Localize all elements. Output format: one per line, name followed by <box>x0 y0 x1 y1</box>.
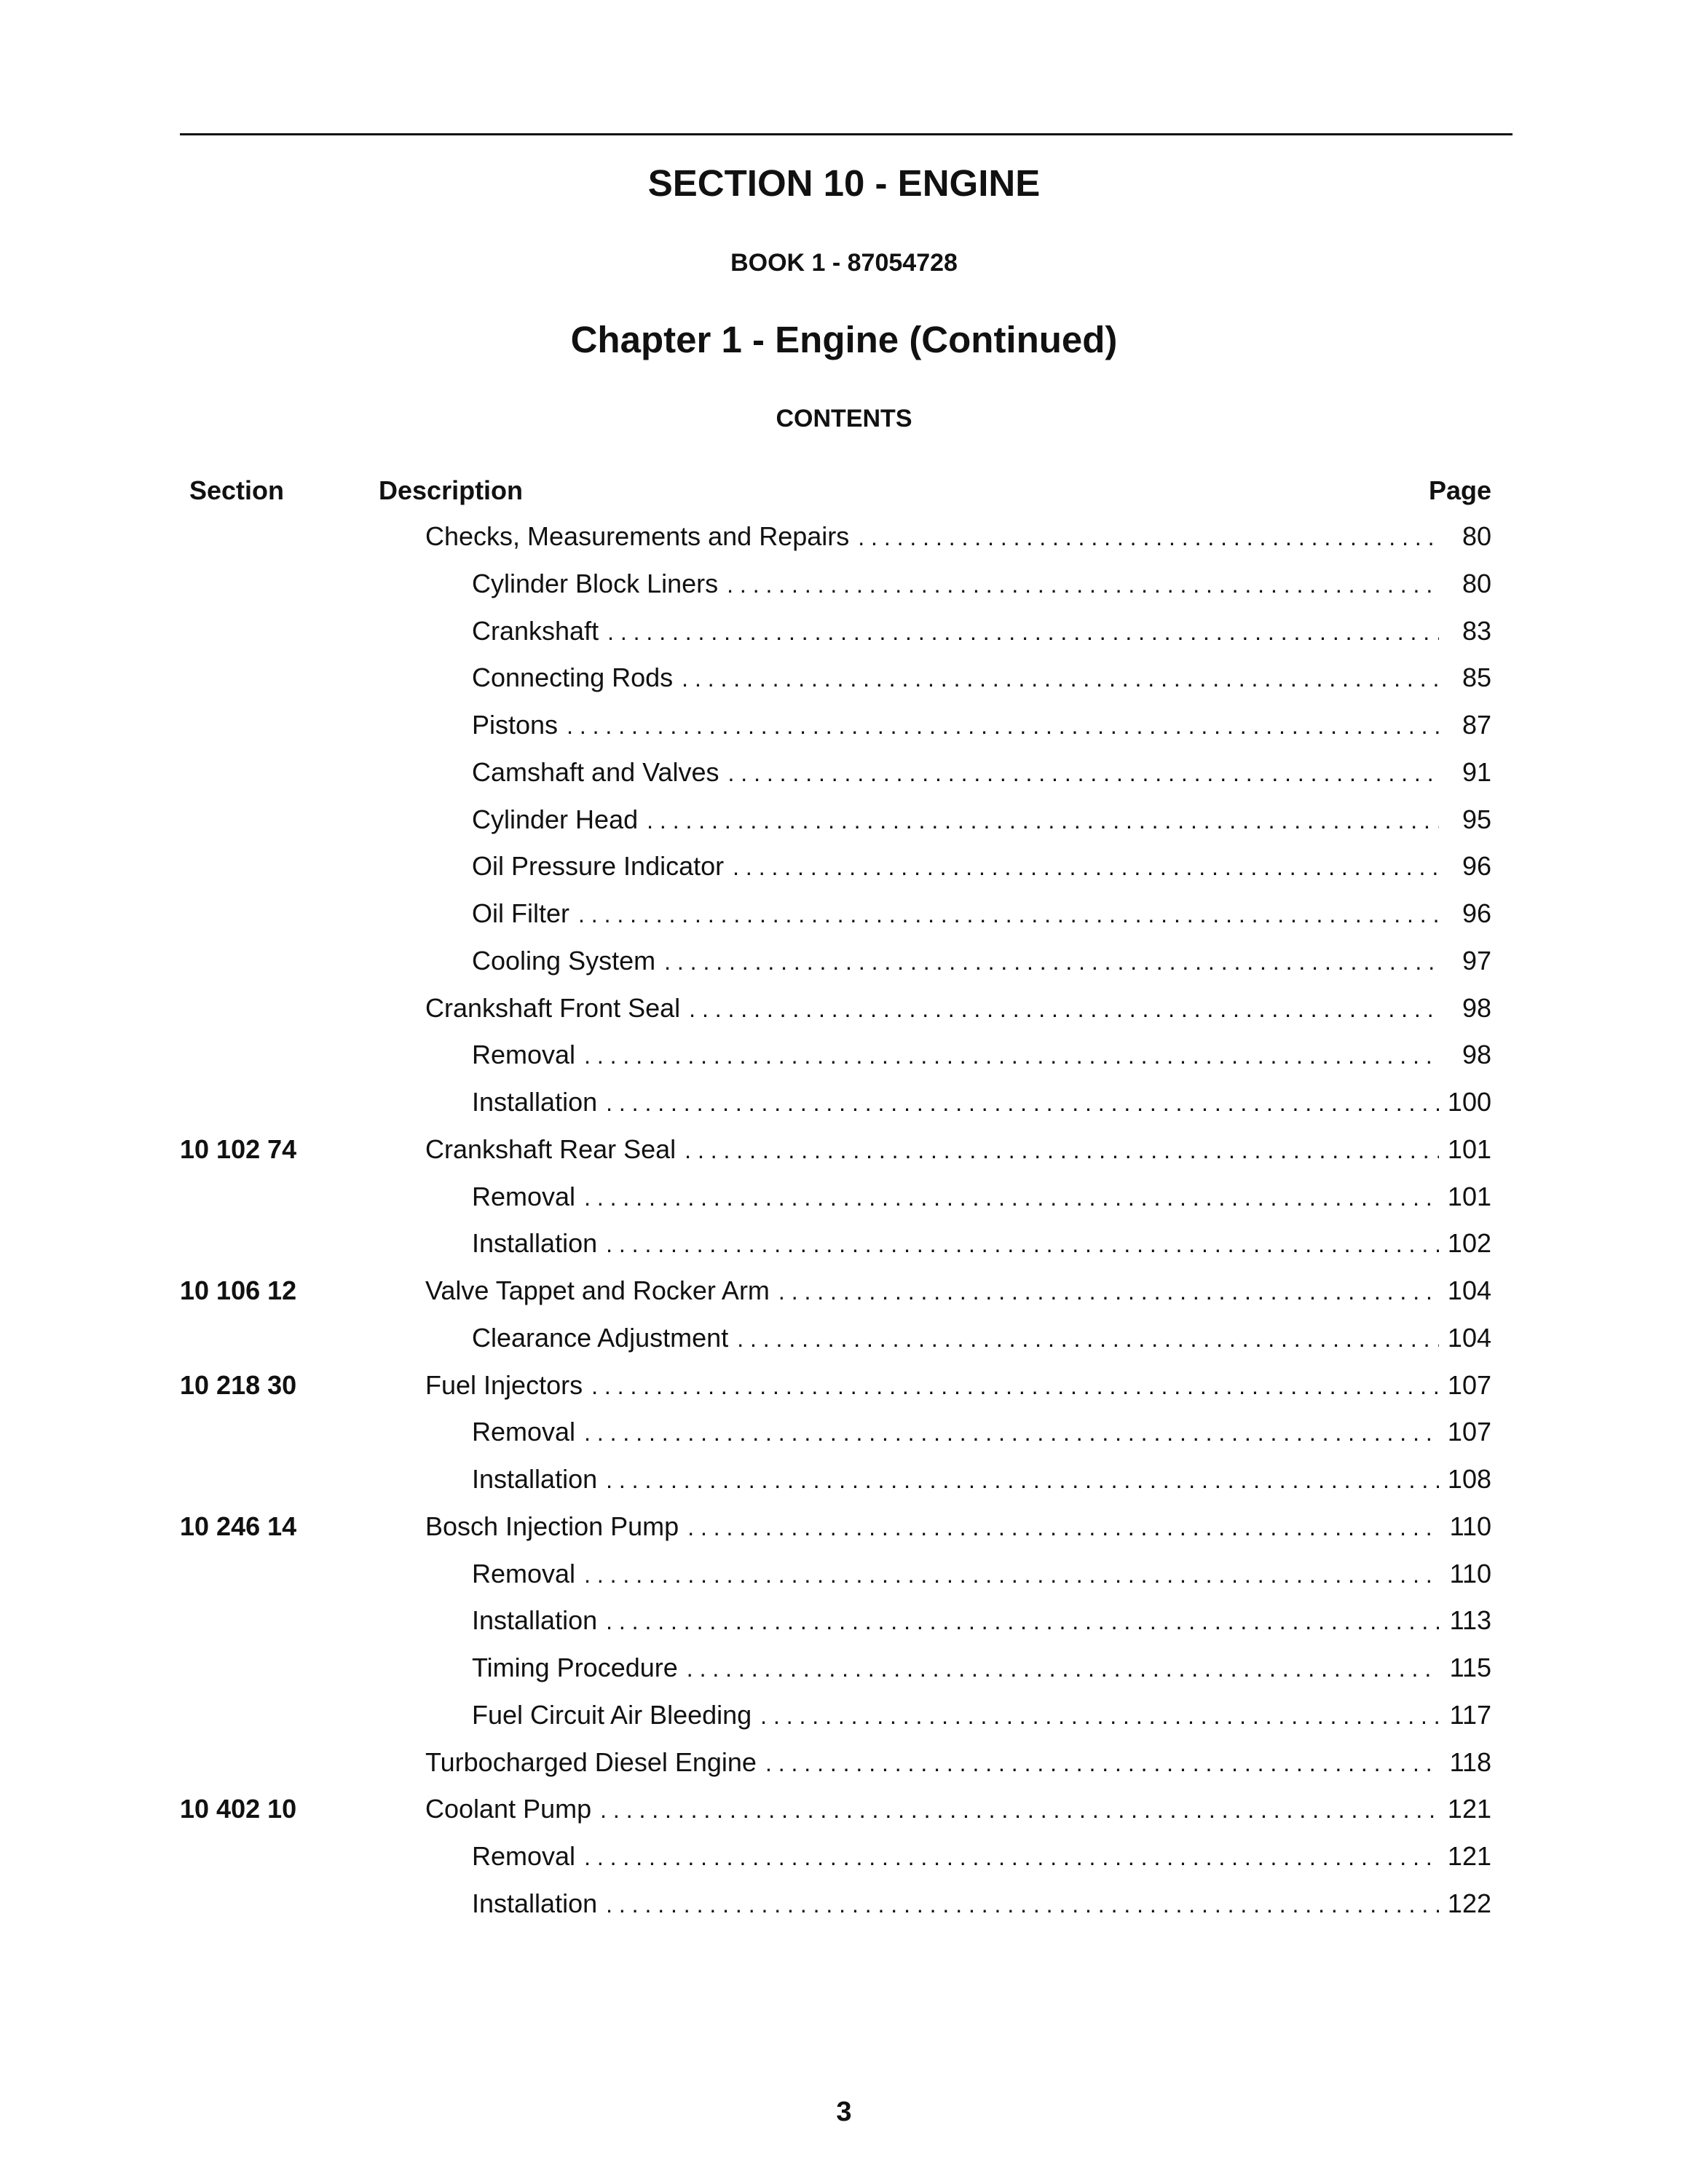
toc-entry-line <box>472 561 1491 609</box>
toc-entry-page: 80 <box>1462 521 1491 551</box>
toc-entry-title: Cylinder Block Liners <box>472 568 719 598</box>
dot-leader <box>689 986 1439 1033</box>
toc-entry-line <box>425 1267 1491 1315</box>
toc-entry <box>0 702 1688 749</box>
toc-entry <box>0 1739 1688 1787</box>
toc-entry-page: 98 <box>1462 992 1491 1023</box>
toc-entry-page: 118 <box>1449 1746 1491 1777</box>
toc-entry-page: 110 <box>1449 1511 1491 1541</box>
toc-entry-line <box>472 1079 1491 1127</box>
toc-entry-title: Removal <box>472 1417 576 1447</box>
toc-entry-title: Installation <box>472 1605 598 1636</box>
column-header-section: Section <box>189 475 285 505</box>
toc-entry-line <box>425 1126 1491 1174</box>
toc-entry-section-number: 10 102 74 <box>180 1133 297 1164</box>
dot-leader <box>727 561 1439 609</box>
dot-leader <box>664 938 1439 986</box>
toc-entry <box>0 1880 1688 1928</box>
section-title: SECTION 10 - ENGINE <box>647 162 1041 204</box>
dot-leader <box>687 1504 1439 1551</box>
dot-leader <box>591 1363 1439 1410</box>
toc-entry-line <box>472 1645 1491 1693</box>
toc-entry-line <box>472 1597 1491 1645</box>
dot-leader <box>600 1787 1439 1834</box>
toc-entry-title: Crankshaft Rear Seal <box>425 1133 677 1164</box>
toc-entry-line <box>472 1315 1491 1363</box>
dot-leader <box>607 609 1439 656</box>
dot-leader <box>685 1127 1439 1174</box>
toc-entry-title: Oil Pressure Indicator <box>472 851 725 882</box>
toc-entry-line <box>472 749 1491 797</box>
toc-entry-line <box>425 1503 1491 1551</box>
toc-entry-title: Pistons <box>472 710 559 740</box>
toc-entry-page: 96 <box>1462 898 1491 928</box>
toc-entry <box>0 513 1688 561</box>
toc-entry-title: Removal <box>472 1040 576 1070</box>
toc-entry <box>0 1645 1688 1692</box>
dot-leader <box>567 703 1439 750</box>
dot-leader <box>647 797 1439 844</box>
toc-entry-line <box>472 843 1491 891</box>
toc-entry-page: 107 <box>1447 1417 1491 1447</box>
toc-entry-title: Connecting Rods <box>472 662 674 693</box>
toc-entry <box>0 1692 1688 1739</box>
toc-entry-page: 121 <box>1447 1841 1491 1871</box>
dot-leader <box>606 1080 1439 1127</box>
toc-entry-line <box>472 1551 1491 1599</box>
toc-entry-line <box>472 654 1491 703</box>
toc-entry-page: 104 <box>1447 1322 1491 1353</box>
toc-entry <box>0 1220 1688 1267</box>
toc-entry-page: 122 <box>1447 1888 1491 1918</box>
chapter-title: Chapter 1 - Engine (Continued) <box>570 319 1118 360</box>
toc-entry <box>0 1079 1688 1126</box>
toc-entry-title: Removal <box>472 1181 576 1211</box>
toc-entry <box>0 608 1688 655</box>
dot-leader <box>606 1598 1439 1645</box>
top-rule <box>180 133 1513 135</box>
toc-entry <box>0 1267 1688 1315</box>
toc-entry-page: 110 <box>1449 1558 1491 1588</box>
toc-entry <box>0 985 1688 1032</box>
toc-entry-line <box>425 513 1491 561</box>
toc-entry-line <box>425 1362 1491 1410</box>
toc-entry <box>0 749 1688 796</box>
toc-entry-section-number: 10 218 30 <box>180 1369 297 1400</box>
toc-entry-title: Oil Filter <box>472 898 569 928</box>
dot-leader <box>728 750 1439 797</box>
toc-entry <box>0 796 1688 844</box>
toc-entry-line <box>472 608 1491 656</box>
toc-entry <box>0 843 1688 890</box>
dot-leader <box>584 1409 1439 1457</box>
toc-entry-line <box>472 702 1491 750</box>
dot-leader <box>687 1645 1439 1693</box>
toc-entry-page: 91 <box>1462 756 1491 787</box>
toc-entry-section-number: 10 246 14 <box>180 1511 297 1541</box>
toc-entry <box>0 1032 1688 1079</box>
toc-entry-page: 117 <box>1449 1699 1491 1730</box>
contents-title: CONTENTS <box>776 405 912 432</box>
dot-leader <box>733 844 1439 891</box>
dot-leader <box>606 1221 1439 1268</box>
toc-entry-page: 101 <box>1447 1133 1491 1164</box>
toc-entry-title: Installation <box>472 1888 598 1918</box>
toc-entry-title: Timing Procedure <box>472 1653 678 1682</box>
dot-leader <box>606 1881 1439 1928</box>
toc-entry-title: Checks, Measurements and Repairs <box>425 521 850 551</box>
toc-entry <box>0 938 1688 985</box>
toc-entry <box>0 654 1688 702</box>
toc-entry-title: Bosch Injection Pump <box>425 1511 679 1541</box>
toc-entry-title: Installation <box>472 1087 598 1117</box>
toc-entry-page: 87 <box>1462 710 1491 740</box>
toc-entry-title: Cylinder Head <box>472 804 639 834</box>
toc-entry-page: 97 <box>1462 945 1491 976</box>
toc-entry-line <box>472 1692 1491 1740</box>
toc-entry <box>0 1174 1688 1221</box>
toc-entry-title: Fuel Circuit Air Bleeding <box>472 1699 752 1730</box>
book-title: BOOK 1 - 87054728 <box>730 249 958 277</box>
toc-entry-section-number: 10 402 10 <box>180 1794 297 1824</box>
toc-entry-line <box>472 796 1491 844</box>
toc-entry-title: Crankshaft Front Seal <box>425 992 681 1023</box>
dot-leader <box>584 1834 1439 1881</box>
dot-leader <box>584 1551 1439 1599</box>
dot-leader <box>606 1457 1439 1504</box>
toc-entry-title: Camshaft and Valves <box>472 756 719 787</box>
toc-entry-line <box>425 985 1491 1033</box>
toc-entry <box>0 1456 1688 1503</box>
dot-leader <box>858 514 1439 561</box>
dot-leader <box>578 891 1439 938</box>
toc-entry-page: 101 <box>1447 1181 1491 1211</box>
toc-entry-title: Crankshaft <box>472 615 599 646</box>
table-of-contents <box>0 513 1688 1928</box>
toc-entry <box>0 1551 1688 1598</box>
toc-entry <box>0 1409 1688 1456</box>
toc-entry-line <box>472 1174 1491 1222</box>
toc-entry-line <box>425 1786 1491 1834</box>
toc-entry-title: Removal <box>472 1841 576 1871</box>
toc-entry <box>0 890 1688 938</box>
toc-entry <box>0 1503 1688 1551</box>
toc-entry-line <box>472 1032 1491 1080</box>
toc-entry-page: 102 <box>1447 1228 1491 1259</box>
toc-entry <box>0 1786 1688 1833</box>
toc-entry-title: Fuel Injectors <box>425 1369 583 1400</box>
toc-entry-line <box>472 1833 1491 1881</box>
column-header-page: Page <box>1428 475 1491 505</box>
toc-entry-page: 108 <box>1447 1464 1491 1494</box>
toc-entry-title: Coolant Pump <box>425 1794 592 1824</box>
dot-leader <box>760 1693 1439 1740</box>
toc-entry <box>0 1362 1688 1409</box>
toc-entry-page: 121 <box>1447 1794 1491 1824</box>
toc-entry-page: 98 <box>1462 1040 1491 1070</box>
dot-leader <box>584 1032 1439 1080</box>
toc-entry-page: 115 <box>1449 1653 1491 1682</box>
toc-entry-line <box>472 1220 1491 1268</box>
toc-entry-page: 95 <box>1462 804 1491 834</box>
toc-entry-page: 113 <box>1449 1605 1491 1636</box>
toc-entry-page: 107 <box>1447 1369 1491 1400</box>
toc-entry-line <box>472 938 1491 986</box>
toc-entry-line <box>472 1409 1491 1457</box>
toc-entry-page: 100 <box>1447 1087 1491 1117</box>
toc-entry-title: Cooling System <box>472 945 656 976</box>
dot-leader <box>737 1315 1439 1363</box>
dot-leader <box>584 1174 1439 1222</box>
toc-entry <box>0 561 1688 608</box>
toc-entry-page: 83 <box>1462 615 1491 646</box>
toc-entry-title: Valve Tappet and Rocker Arm <box>425 1275 770 1305</box>
column-header-description: Description <box>379 475 524 505</box>
toc-entry <box>0 1126 1688 1174</box>
toc-entry-title: Removal <box>472 1558 576 1588</box>
dot-leader <box>778 1268 1439 1315</box>
toc-entry-title: Turbocharged Diesel Engine <box>425 1746 757 1777</box>
toc-entry <box>0 1315 1688 1362</box>
toc-entry-line <box>472 1880 1491 1928</box>
toc-entry-title: Installation <box>472 1464 598 1494</box>
toc-entry-title: Clearance Adjustment <box>472 1322 729 1353</box>
toc-entry <box>0 1597 1688 1645</box>
toc-entry-line <box>472 1456 1491 1504</box>
dot-leader <box>765 1740 1439 1787</box>
toc-entry-page: 96 <box>1462 851 1491 882</box>
toc-entry-page: 80 <box>1462 568 1491 598</box>
toc-entry <box>0 1833 1688 1880</box>
toc-entry-page: 104 <box>1447 1275 1491 1305</box>
dot-leader <box>682 655 1439 703</box>
toc-entry-line <box>425 1739 1491 1787</box>
toc-entry-line <box>472 890 1491 938</box>
page-number: 3 <box>836 2097 852 2127</box>
toc-entry-page: 85 <box>1462 662 1491 693</box>
toc-entry-section-number: 10 106 12 <box>180 1275 297 1305</box>
toc-entry-title: Installation <box>472 1228 598 1259</box>
